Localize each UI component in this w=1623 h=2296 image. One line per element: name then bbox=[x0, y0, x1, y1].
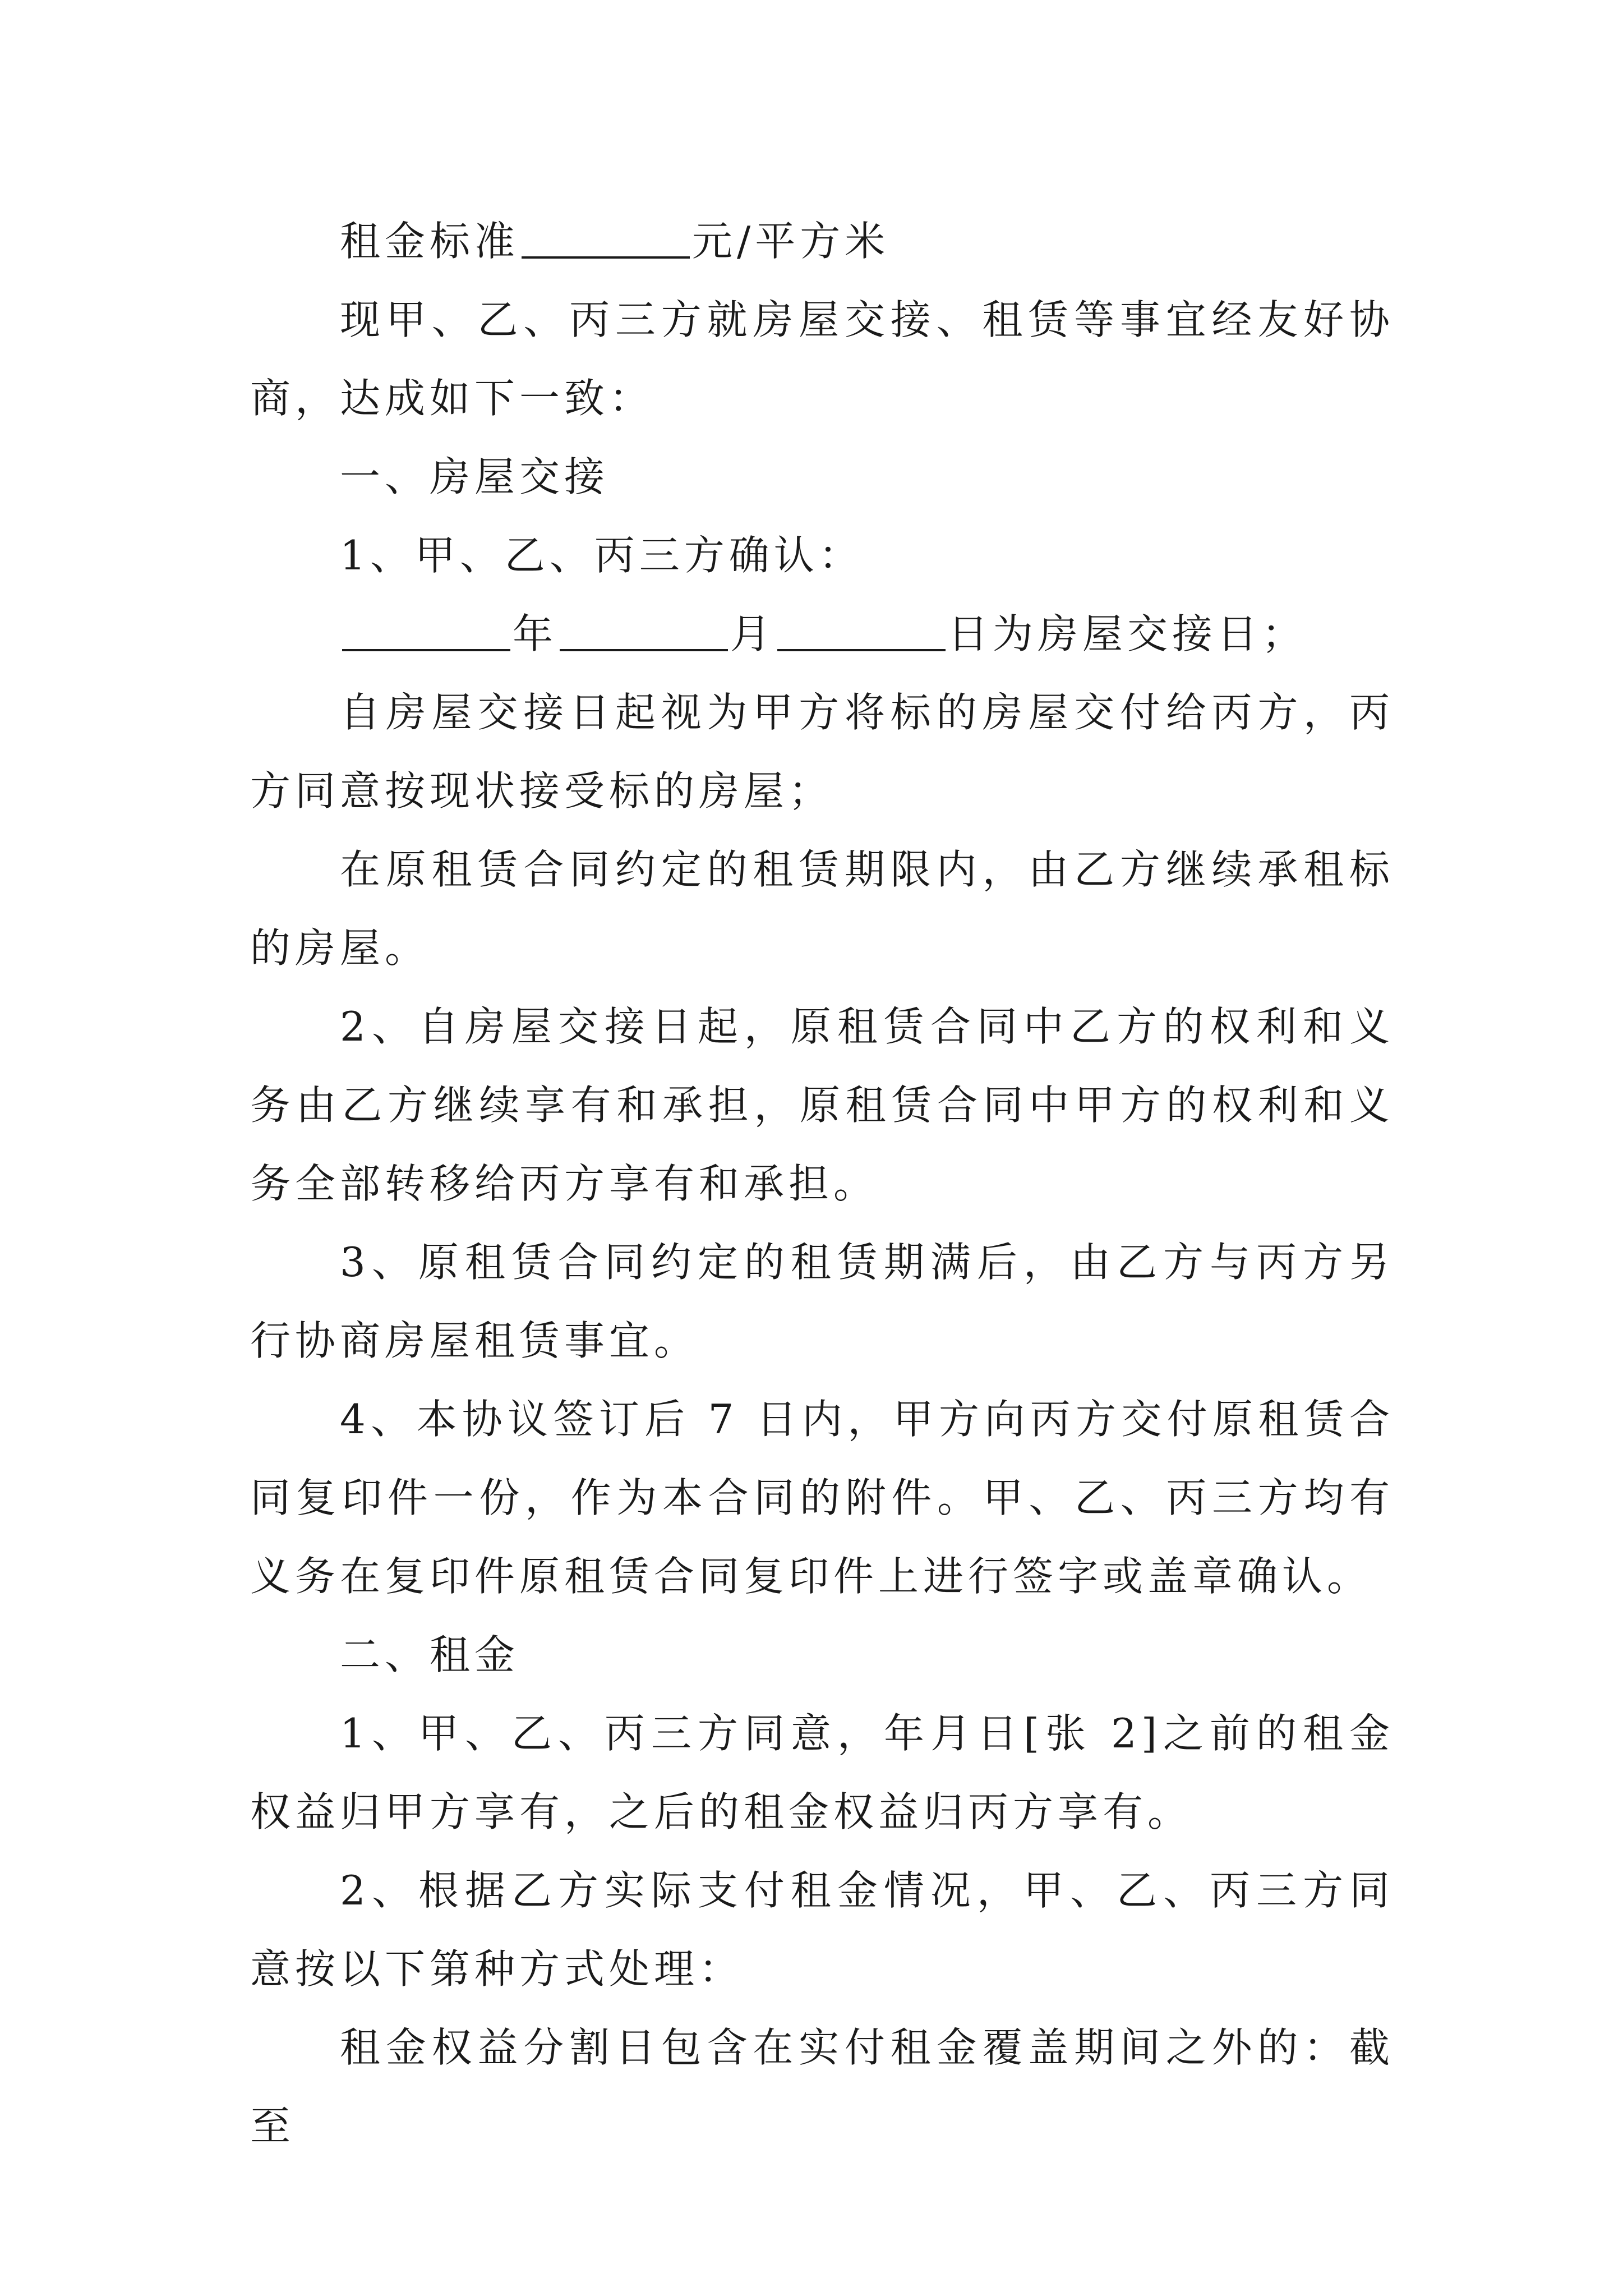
section-heading-handover: 一、房屋交接 bbox=[340, 453, 610, 500]
clause-2-2-a: 租金权益分割日包含在实付租金覆盖期间之外的：截至 bbox=[250, 2024, 1394, 2150]
document-body bbox=[250, 202, 1394, 2165]
clause-1-3: 3、原租赁合同约定的租赁期满后，由乙方与丙方另行协商房屋租赁事宜。 bbox=[250, 1239, 1394, 1364]
clause-2-1: 1、甲、乙、丙三方同意，年月日[张 2]之前的租金权益归甲方享有，之后的租金权益归丙方享有。 bbox=[250, 1710, 1394, 1835]
clause-1-1-b: 在原租赁合同约定的租赁期限内，由乙方继续承租标的房屋。 bbox=[250, 846, 1394, 972]
day-blank bbox=[777, 610, 946, 651]
section-heading-rent: 二、租金 bbox=[340, 1631, 520, 1678]
year-label: 年 bbox=[513, 610, 558, 657]
rent-standard-line bbox=[250, 202, 1394, 280]
rent-standard-label: 租金标准 bbox=[340, 218, 520, 265]
month-label: 月 bbox=[730, 610, 776, 657]
clause-1-1-a: 自房屋交接日起视为甲方将标的房屋交付给丙方，丙方同意按现状接受标的房屋； bbox=[250, 689, 1394, 815]
month-blank bbox=[560, 610, 728, 651]
day-label: 日为房屋交接日； bbox=[948, 610, 1307, 657]
clause-1-1: 1、甲、乙、丙三方确认： bbox=[340, 532, 864, 579]
year-blank bbox=[342, 610, 510, 651]
clause-1-4: 4、本协议签订后 7 日内，甲方向丙方交付原租赁合同复印件一份，作为本合同的附件。甲、乙、丙三方均有义务在复印件原租赁合同复印件上进行签字或盖章确认。 bbox=[250, 1396, 1394, 1600]
intro-paragraph: 现甲、乙、丙三方就房屋交接、租赁等事宜经友好协商，达成如下一致： bbox=[250, 296, 1394, 422]
clause-2-2: 2、根据乙方实际支付租金情况，甲、乙、丙三方同意按以下第种方式处理： bbox=[250, 1867, 1394, 1993]
clause-1-2: 2、自房屋交接日起，原租赁合同中乙方的权利和义务由乙方继续享有和承担，原租赁合同中甲方的权利和义务全部转移给丙方享有和承担。 bbox=[250, 1003, 1394, 1207]
rent-standard-blank bbox=[522, 217, 690, 259]
rent-standard-unit: 元/平方米 bbox=[692, 218, 890, 265]
handover-date-line bbox=[250, 595, 1394, 673]
